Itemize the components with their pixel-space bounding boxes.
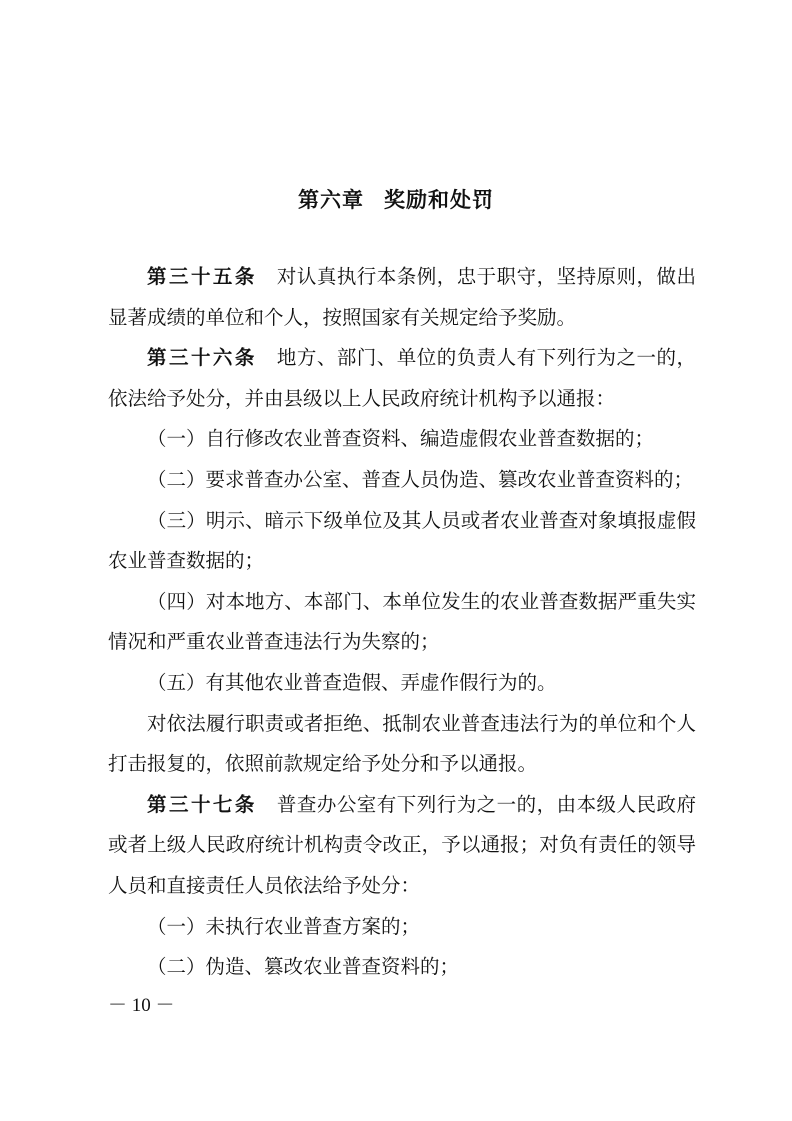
paragraph-text: （四）对本地方、本部门、本单位发生的农业普查数据严重失实情况和严重农业普查违法行为失察的； <box>108 589 696 654</box>
list-item <box>108 947 696 988</box>
paragraph-text: （二）要求普查办公室、普查人员伪造、篡改农业普查资料的； <box>147 467 694 491</box>
paragraph <box>108 704 696 785</box>
paragraph-text: 对依法履行职责或者拒绝、抵制农业普查违法行为的单位和个人打击报复的，依照前款规定给予处分和予以通报。 <box>108 711 696 776</box>
chapter-title <box>0 184 792 214</box>
article-number: 第三十五条 <box>147 265 257 288</box>
list-item <box>108 663 696 704</box>
article-number: 第三十六条 <box>147 346 257 370</box>
paragraph-text: 对认真执行本条例，忠于职守，坚持原则，做出显著成绩的单位和个人，按照国家有关规定给予奖励。 <box>108 265 696 329</box>
list-item <box>108 460 696 501</box>
list-item <box>108 501 696 582</box>
paragraph-text: （二）伪造、篡改农业普查资料的； <box>147 955 460 979</box>
page-number: － 10 － <box>108 995 175 1016</box>
paragraph-text: 地方、部门、单位的负责人有下列行为之一的，依法给予处分，并由县级以上人民政府统计机构予以通报： <box>108 346 696 410</box>
paragraph <box>108 785 696 907</box>
body-text <box>108 257 696 988</box>
paragraph <box>108 257 696 338</box>
chapter-name: 奖励和处罚 <box>384 188 494 212</box>
paragraph-text: （五）有其他农业普查造假、弄虚作假行为的。 <box>147 670 557 694</box>
paragraph-text: （三）明示、暗示下级单位及其人员或者农业普查对象填报虚假农业普查数据的； <box>108 508 696 573</box>
paragraph-text: （一）未执行农业普查方案的； <box>147 914 421 938</box>
paragraph-text: （一）自行修改农业普查资料、编造虚假农业普查数据的； <box>147 427 655 451</box>
list-item <box>108 907 696 948</box>
article-number: 第三十七条 <box>147 792 257 816</box>
paragraph-text: 普查办公室有下列行为之一的，由本级人民政府或者上级人民政府统计机构责令改正，予以通报；对负有责任的领导人员和直接责任人员依法给予处分： <box>108 792 696 897</box>
paragraph <box>108 338 696 419</box>
list-item <box>108 419 696 460</box>
chapter-number: 第六章 <box>298 188 364 212</box>
list-item <box>108 582 696 663</box>
